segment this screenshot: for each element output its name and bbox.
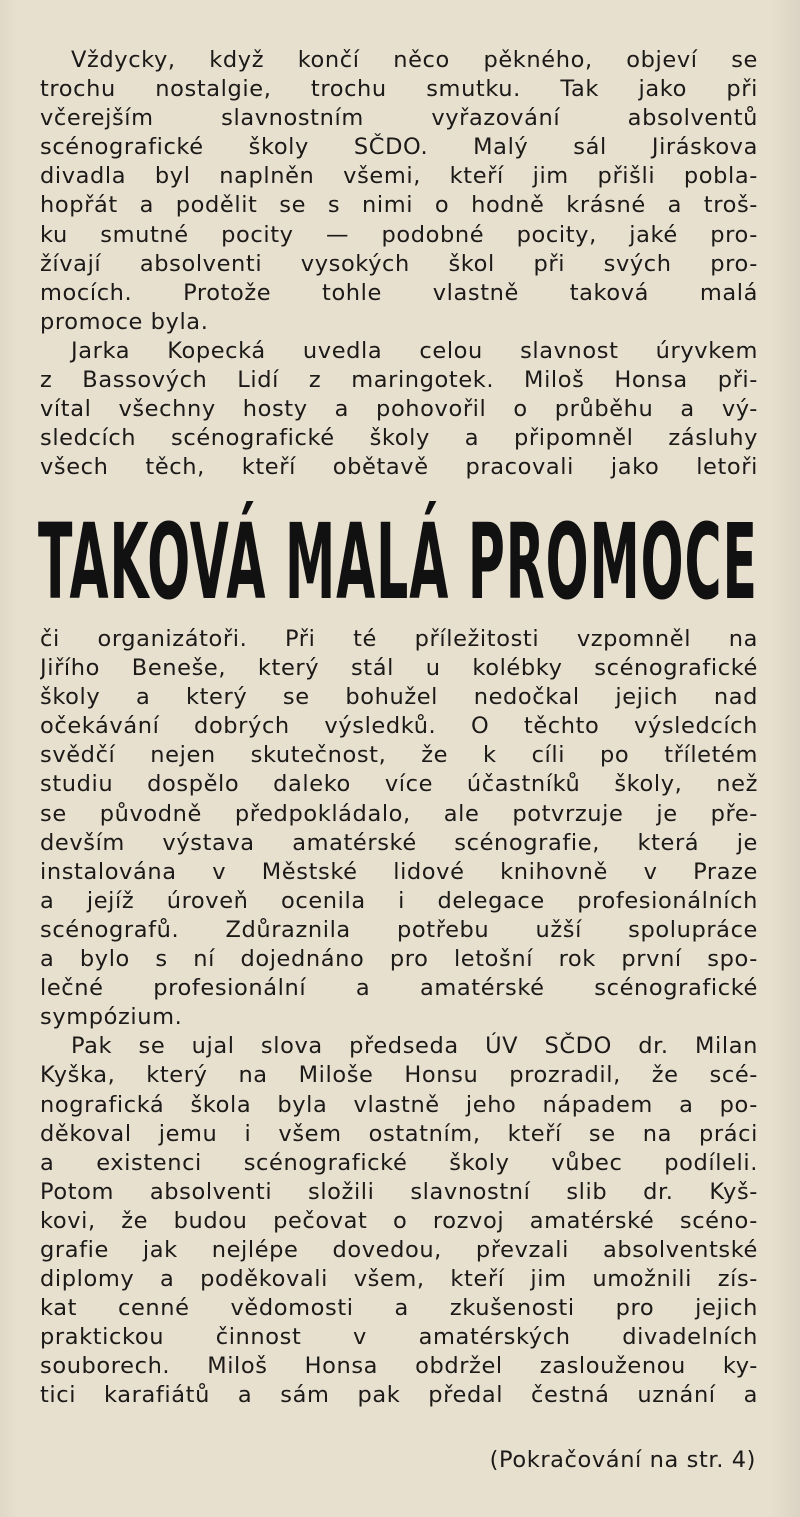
text-line: devším výstava amatérské scénografie, která je — [40, 829, 758, 856]
text-line: všech těch, kteří obětavě pracovali jako letoři — [40, 454, 758, 481]
text-line: a existenci scénografické školy vůbec podíleli. — [40, 1149, 758, 1176]
text-line: ku smutné pocity — podobné pocity, jaké pro- — [40, 221, 758, 248]
text-line: Jarka Kopecká uvedla celou slavnost úryvkem — [71, 337, 758, 364]
text-line: instalována v Městské lidové knihovně v Praze — [40, 858, 758, 885]
text-line: sledcích scénografické školy a připomněl zásluhy — [40, 425, 758, 452]
text-line: vítal všechny hosty a pohovořil o průběhu a vý- — [40, 396, 758, 423]
text-line: kovi, že budou pečovat o rozvoj amatérské scéno- — [40, 1207, 758, 1234]
text-line: se původně předpokládalo, ale potvrzuje je pře- — [40, 800, 758, 827]
text-line: svědčí nejen skutečnost, že k cíli po tříletém — [40, 742, 758, 769]
article-text-bottom — [40, 625, 758, 1411]
text-line: děkoval jemu i všem ostatním, kteří se na práci — [40, 1120, 758, 1147]
text-line: nografická škola byla vlastně jeho nápadem a po- — [40, 1091, 758, 1118]
text-line: Jiřího Beneše, který stál u kolébky scénografické — [40, 655, 758, 682]
text-line: Vždycky, když končí něco pěkného, objeví se — [71, 47, 758, 73]
text-line: scénografické školy SČDO. Malý sál Jiráskova — [40, 134, 758, 161]
continuation-note: (Pokračování na str. 4) — [489, 1447, 756, 1473]
text-line: mocích. Protože tohle vlastně taková malá — [40, 279, 758, 306]
text-line: trochu nostalgie, trochu smutku. Tak jako při — [40, 76, 758, 103]
text-line: scénografů. Zdůraznila potřebu užší spolupráce — [40, 916, 758, 943]
article-headline: TAKOVÁ MALÁ PROMOCE — [38, 501, 758, 623]
text-line: Potom absolventi složili slavnostní slib dr. Kyš- — [40, 1178, 758, 1205]
text-line: studiu dospělo daleko více účastníků školy, než — [40, 771, 758, 798]
text-line: očekávání dobrých výsledků. O těchto výsledcích — [40, 713, 758, 740]
text-line: souborech. Miloš Honsa obdržel zaslouženou ky- — [40, 1353, 758, 1380]
article-text-top — [40, 46, 758, 482]
text-line: a jejíž úroveň ocenila i delegace profesionálních — [40, 887, 758, 914]
text-line: či organizátoři. Při té příležitosti vzpomněl na — [40, 626, 758, 652]
text-line: a bylo s ní dojednáno pro letošní rok první spo- — [40, 946, 758, 973]
text-line: školy a který se bohužel nedočkal jejich nad — [40, 684, 758, 711]
text-line: hopřát a podělit se s nimi o hodně krásné a troš- — [40, 192, 758, 219]
text-line: praktickou činnost v amatérských divadelních — [40, 1324, 758, 1351]
text-line: včerejším slavnostním vyřazování absolventů — [40, 105, 758, 132]
text-line: Kyška, který na Miloše Honsu prozradil, že scé- — [40, 1062, 758, 1089]
text-line: diplomy a poděkovali všem, kteří jim umožnili zís- — [40, 1266, 758, 1293]
text-line: kat cenné vědomosti a zkušenosti pro jejich — [40, 1295, 758, 1322]
text-line: lečné profesionální a amatérské scénografické — [40, 975, 758, 1002]
text-line: žívají absolventi vysokých škol při svých pro- — [40, 250, 758, 277]
text-line: z Bassových Lidí z maringotek. Miloš Honsa při- — [40, 367, 758, 394]
text-line: promoce byla. — [40, 308, 209, 335]
text-line: divadla byl naplněn všemi, kteří jim přišli pobla- — [40, 163, 758, 190]
text-line: grafie jak nejlépe dovedou, převzali absolventské — [40, 1236, 758, 1263]
text-line: tici karafiátů a sám pak předal čestná uznání a — [40, 1382, 758, 1409]
text-line: sympózium. — [40, 1004, 183, 1031]
text-line: Pak se ujal slova předseda ÚV SČDO dr. Milan — [71, 1033, 758, 1060]
